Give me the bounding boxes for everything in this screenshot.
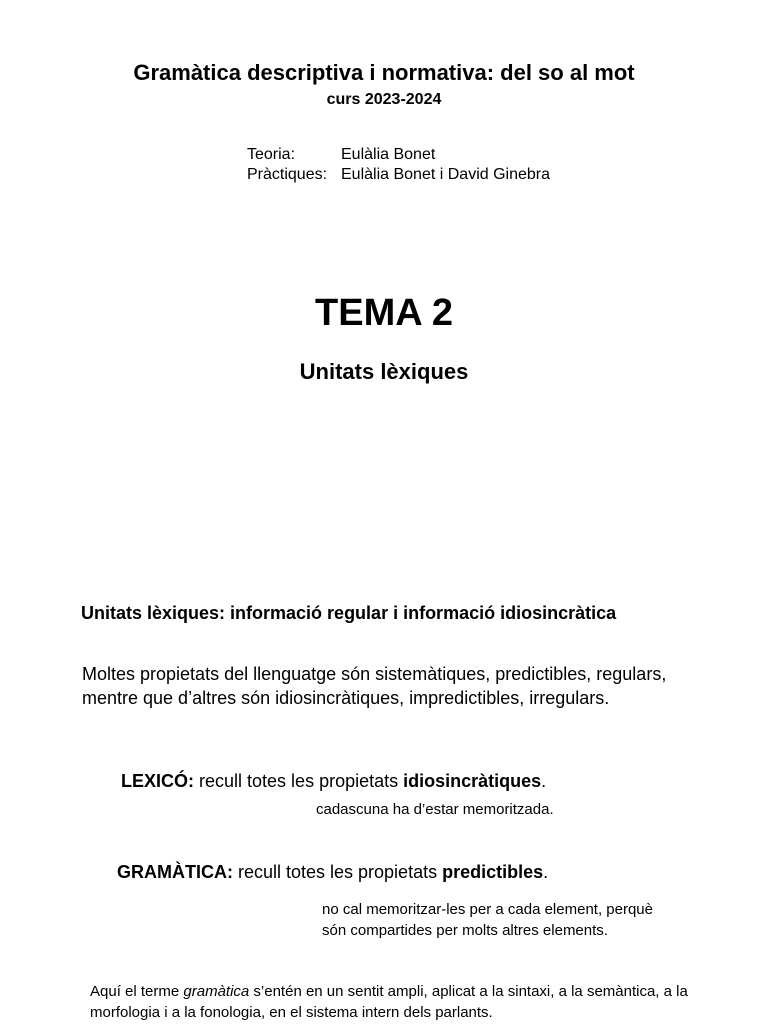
topic-number: TEMA 2 [315, 292, 453, 334]
lexico-definition [121, 771, 546, 792]
lexico-term: LEXICÓ: [121, 771, 195, 791]
practiques-value: Eulàlia Bonet i David Ginebra [341, 166, 551, 183]
gramatica-emphasis: predictibles [442, 862, 544, 882]
gramatica-note: no cal memoritzar-les per a cada element, perquè són compartides per molts altres elements. [322, 901, 653, 939]
gramatica-definition [117, 862, 548, 883]
practiques-label: Pràctiques: [247, 166, 328, 183]
footer-italic-term: gramàtica [183, 983, 250, 1000]
footer-text-after: s’entén en un sentit ampli, aplicat a la sintaxi, a la semàntica, a la morfologia i a la fonologia, en el sistema intern dels parlants. [90, 983, 688, 1021]
lexico-period: . [541, 771, 547, 791]
gramatica-period: . [543, 862, 549, 882]
gramatica-term: GRAMÀTICA: [117, 862, 233, 882]
teoria-value: Eulàlia Bonet [341, 146, 436, 163]
footer-text-before: Aquí el terme [90, 983, 184, 1000]
topic-title: Unitats lèxiques [299, 359, 469, 384]
course-year: curs 2023-2024 [326, 91, 442, 108]
intro-paragraph: Moltes propietats del llenguatge són sistemàtiques, predictibles, regulars, mentre que d’altres són idiosincràtiques, impredictibles, irregulars. [82, 664, 667, 708]
course-title: Gramàtica descriptiva i normativa: del so al mot [133, 60, 635, 85]
lexico-emphasis: idiosincràtiques [403, 771, 542, 791]
lexico-text: recull totes les propietats [194, 771, 404, 791]
teoria-label: Teoria: [247, 146, 296, 163]
gramatica-text: recull totes les propietats [232, 862, 443, 882]
staff-practiques-row [247, 166, 550, 184]
footer-note [90, 982, 690, 1023]
section-heading: Unitats lèxiques: informació regular i informació idiosincràtica [81, 603, 617, 623]
staff-teoria-row [247, 146, 435, 164]
lexico-note: cadascuna ha d’estar memoritzada. [316, 801, 554, 818]
